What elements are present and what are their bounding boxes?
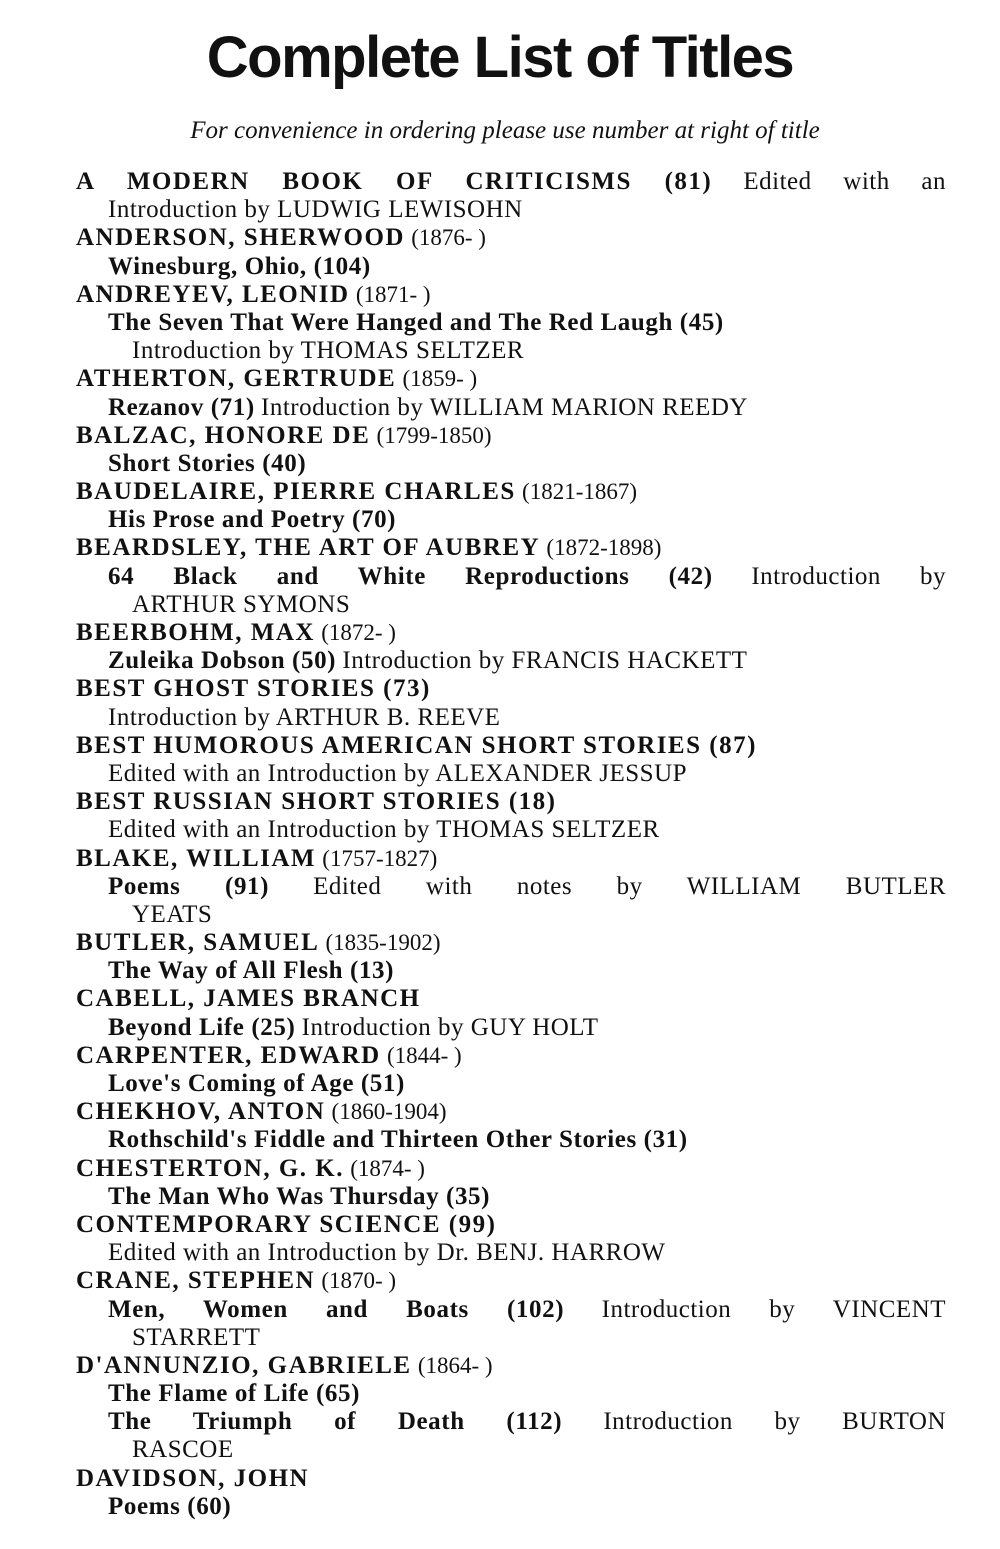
work-title: The Seven That Were Hanged and The Red Laugh (45) (108, 308, 724, 336)
author-name: ANDREYEV, LEONID (76, 280, 350, 308)
work-line (76, 450, 946, 478)
author-entry (76, 1211, 946, 1267)
author-entry (76, 365, 946, 421)
work-title: Zuleika Dobson (50) (108, 647, 337, 675)
work-line (76, 1380, 946, 1408)
work-line (76, 563, 946, 591)
work-note: Introduction by (751, 562, 947, 590)
author-entry (76, 619, 946, 675)
work-title: Poems (60) (108, 1492, 232, 1520)
work-note-continued: YEATS (132, 900, 213, 928)
author-name: BEARDSLEY, THE ART OF AUBREY (76, 534, 541, 562)
author-line (76, 1098, 946, 1126)
work-line (76, 309, 946, 337)
author-dates: (1872-1898) (546, 535, 662, 561)
author-dates: (1859- ) (402, 366, 478, 392)
author-entry (76, 732, 946, 788)
author-line (76, 422, 946, 450)
work-line (76, 1126, 946, 1154)
author-name: CONTEMPORARY SCIENCE (99) (76, 1210, 497, 1238)
work-line (76, 253, 946, 281)
work-title: The Way of All Flesh (13) (108, 957, 395, 985)
author-dates: (1835-1902) (325, 930, 441, 956)
work-note: Introduction by WILLIAM MARION REEDY (261, 393, 748, 421)
author-line (76, 845, 946, 873)
author-name: DAVIDSON, JOHN (76, 1464, 310, 1492)
author-entry (76, 534, 946, 619)
author-name: BALZAC, HONORE DE (76, 421, 371, 449)
author-dates: (1871- ) (355, 281, 431, 307)
author-name: CRANE, STEPHEN (76, 1267, 316, 1295)
work-note: Introduction by FRANCIS HACKETT (342, 647, 748, 675)
work-note: Introduction by ARTHUR B. REEVE (108, 703, 501, 731)
author-entry (76, 478, 946, 534)
author-entry (76, 1465, 946, 1521)
work-line (76, 1493, 946, 1521)
author-line (76, 1155, 946, 1183)
author-line (76, 1465, 946, 1493)
author-name: ATHERTON, GERTRUDE (76, 365, 397, 393)
work-note: Introduction by BURTON (603, 1408, 946, 1436)
author-entry (76, 1042, 946, 1098)
work-note: Edited with an Introduction by ALEXANDER JESSUP (108, 759, 688, 787)
author-dates: (1844- ) (386, 1042, 462, 1068)
author-entry (76, 281, 946, 366)
author-line (76, 1042, 946, 1070)
author-entry (76, 845, 946, 930)
entry-note: Edited with an (743, 168, 946, 195)
work-line (76, 704, 946, 732)
author-dates: (1870- ) (321, 1268, 397, 1294)
work-note: Edited with an Introduction by THOMAS SELTZER (108, 816, 660, 844)
author-entry (76, 985, 946, 1041)
work-line (76, 1296, 946, 1324)
page-title: Complete List of Titles (206, 25, 794, 90)
work-title: Men, Women and Boats (102) (108, 1295, 565, 1323)
work-title: Winesburg, Ohio, (104) (108, 252, 371, 280)
work-line (76, 647, 946, 675)
work-line (76, 816, 946, 844)
author-entry (76, 1352, 946, 1465)
author-name: CARPENTER, EDWARD (76, 1041, 381, 1069)
entry-note-continued: Introduction by LUDWIG LEWISOHN (108, 196, 523, 224)
author-line (76, 1211, 946, 1239)
author-entry (76, 1267, 946, 1352)
author-name: A MODERN BOOK OF CRITICISMS (81) (76, 168, 713, 195)
author-line (76, 1352, 946, 1380)
author-line (76, 168, 946, 196)
work-line (76, 873, 946, 901)
author-line (76, 985, 946, 1013)
author-name: ANDERSON, SHERWOOD (76, 224, 405, 252)
work-note: Introduction by GUY HOLT (301, 1013, 599, 1041)
author-dates: (1872- ) (321, 620, 396, 645)
author-line (76, 675, 946, 703)
work-note-continued: RASCOE (132, 1436, 234, 1464)
author-entry (76, 168, 946, 224)
author-name: CHEKHOV, ANTON (76, 1098, 326, 1126)
author-dates: (1821-1867) (522, 479, 638, 505)
work-line (76, 1408, 946, 1436)
work-title: The Man Who Was Thursday (35) (108, 1182, 491, 1210)
author-name: BEST GHOST STORIES (73) (76, 675, 431, 703)
work-line (76, 957, 946, 985)
work-line (76, 506, 946, 534)
author-line (76, 365, 946, 393)
author-line (76, 224, 946, 252)
work-title: Short Stories (40) (108, 449, 307, 477)
work-line (76, 394, 946, 422)
author-entry (76, 1155, 946, 1211)
title-list (76, 168, 946, 1521)
work-title: Rezanov (71) (108, 393, 255, 421)
author-line (76, 478, 946, 506)
work-line (76, 1183, 946, 1211)
author-entry (76, 1098, 946, 1154)
author-name: CHESTERTON, G. K. (76, 1154, 344, 1182)
author-name: CABELL, JAMES BRANCH (76, 985, 421, 1013)
author-name: BEERBOHM, MAX (76, 619, 315, 646)
author-dates: (1799-1850) (376, 422, 492, 448)
author-dates: (1876- ) (411, 225, 486, 251)
author-line (76, 788, 946, 816)
work-note-continued: ARTHUR SYMONS (132, 590, 351, 618)
work-line (76, 1239, 946, 1267)
author-name: BAUDELAIRE, PIERRE CHARLES (76, 478, 516, 506)
work-title: His Prose and Poetry (70) (108, 506, 397, 534)
work-line (76, 760, 946, 788)
author-name: BLAKE, WILLIAM (76, 844, 317, 872)
work-title: Rothschild's Fiddle and Thirteen Other Stories (31) (108, 1126, 688, 1154)
work-title: The Flame of Life (65) (108, 1380, 361, 1408)
work-note-continued: Introduction by THOMAS SELTZER (132, 337, 525, 365)
author-line (76, 732, 946, 760)
work-title: The Triumph of Death (112) (108, 1408, 563, 1436)
author-dates: (1874- ) (350, 1155, 425, 1181)
author-line (76, 1267, 946, 1295)
work-line (76, 1014, 946, 1042)
author-entry (76, 422, 946, 478)
author-entry (76, 788, 946, 844)
author-dates: (1757-1827) (322, 845, 438, 871)
author-line (76, 281, 946, 309)
author-dates: (1864- ) (417, 1352, 493, 1378)
author-entry (76, 929, 946, 985)
work-note: Edited with notes by WILLIAM BUTLER (313, 872, 946, 900)
author-line (76, 929, 946, 957)
work-note: Edited with an Introduction by Dr. BENJ. HARROW (108, 1239, 666, 1267)
work-note: Introduction by VINCENT (601, 1295, 946, 1323)
work-title: Poems (91) (108, 872, 270, 900)
author-name: BEST RUSSIAN SHORT STORIES (18) (76, 788, 557, 816)
author-name: D'ANNUNZIO, GABRIELE (76, 1351, 412, 1379)
author-entry (76, 224, 946, 280)
work-title: Love's Coming of Age (51) (108, 1070, 405, 1097)
author-name: BUTLER, SAMUEL (76, 929, 320, 957)
work-note-continued: STARRETT (132, 1323, 261, 1351)
work-title: Beyond Life (25) (108, 1013, 296, 1041)
work-title: 64 Black and White Reproductions (42) (108, 562, 713, 590)
ordering-note: For convenience in ordering please use number at right of title (190, 117, 820, 144)
author-entry (76, 675, 946, 731)
author-line (76, 534, 946, 562)
work-line (76, 1070, 946, 1098)
author-line (76, 619, 946, 647)
author-dates: (1860-1904) (331, 1099, 447, 1125)
author-name: BEST HUMOROUS AMERICAN SHORT STORIES (87) (76, 731, 757, 759)
